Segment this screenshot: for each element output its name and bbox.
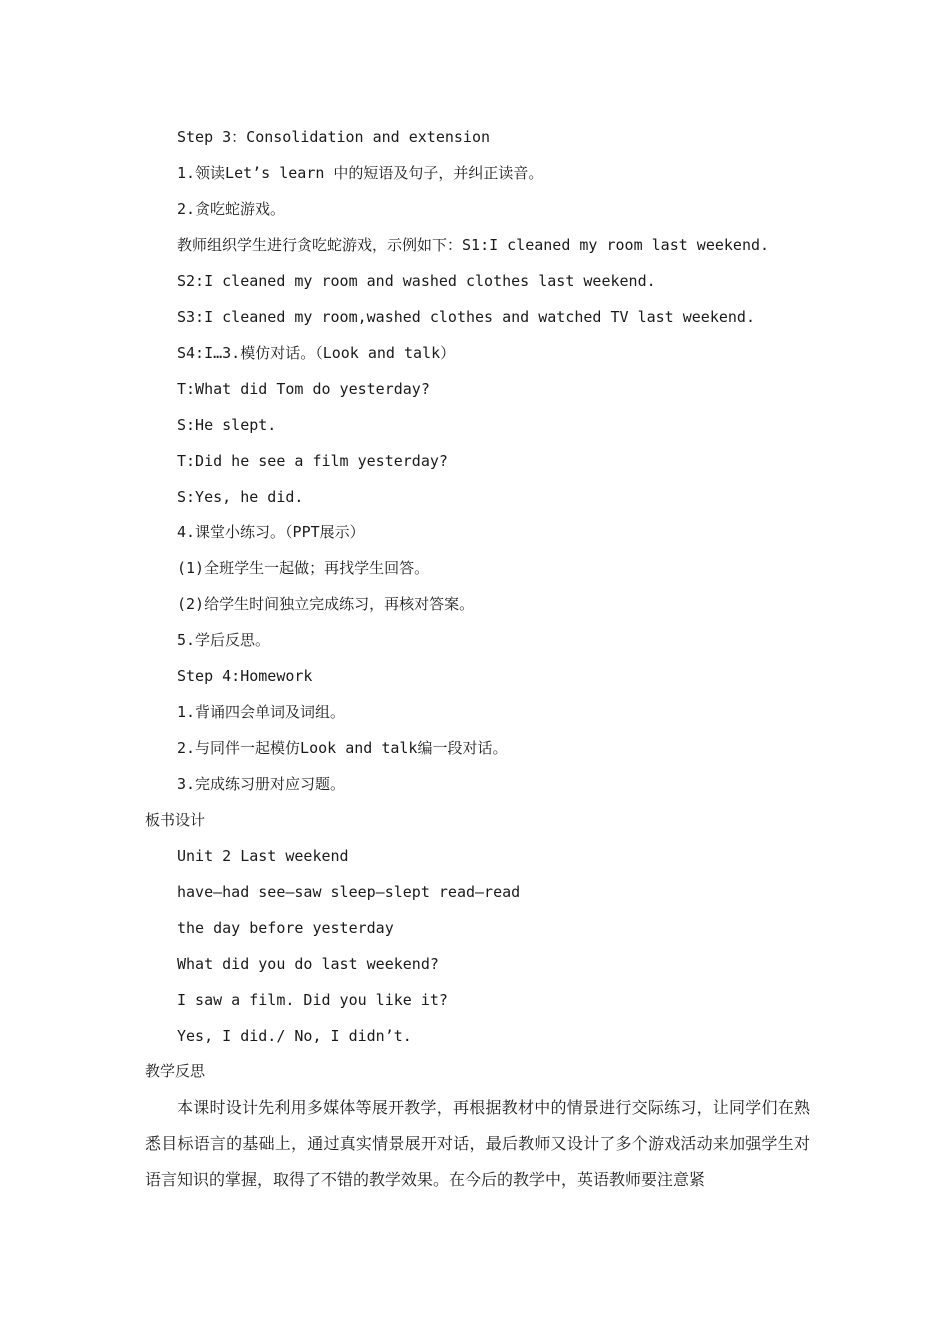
step4-heading: Step 4:Homework [177,667,313,685]
text-line: 1.背诵四会单词及词组。 [177,703,346,721]
text-line: S:Yes, he did. [177,488,304,506]
board-line: What did you do last weekend? [177,955,439,973]
text-line: S:He slept. [177,416,277,434]
text-line: S2:I cleaned my room and washed clothes last weekend. [177,272,656,290]
text-line: (2)给学生时间独立完成练习，再核对答案。 [177,595,475,613]
board-line: Yes, I did./ No, I didn’t. [177,1027,412,1045]
text-line: 教师组织学生进行贪吃蛇游戏，示例如下：S1:I cleaned my room last weekend. [177,236,770,254]
section-heading-board-design: 板书设计 [145,811,206,829]
text-line: T:What did Tom do yesterday? [177,380,430,398]
step3-heading: Step 3：Consolidation and extension [177,128,491,146]
reflection-paragraph: 本课时设计先利用多媒体等展开教学，再根据教材中的情景进行交际练习，让同学们在熟悉目标语言的基础上，通过真实情景展开对话，最后教师又设计了多个游戏活动来加强学生对语言知识的掌握，取得了不错的教学效果。在今后的教学中，英语教师要注意紧 [145,1098,810,1189]
board-line: I saw a film. Did you like it? [177,991,448,1009]
section-heading-reflection: 教学反思 [145,1062,206,1080]
board-line: the day before yesterday [177,919,394,937]
text-line: (1)全班学生一起做；再找学生回答。 [177,559,430,577]
text-line: S3:I cleaned my room,washed clothes and watched TV last weekend. [177,308,755,326]
text-line: 2.与同伴一起模仿Look and talk编一段对话。 [177,739,508,757]
board-line: Unit 2 Last weekend [177,847,349,865]
text-line: 2.贪吃蛇游戏。 [177,200,286,218]
text-line: T:Did he see a film yesterday? [177,452,448,470]
text-line: 3.完成练习册对应习题。 [177,775,346,793]
board-line: have—had see—saw sleep—slept read—read [177,883,521,901]
text-line: 1.领读Let’s learn 中的短语及句子，并纠正读音。 [177,164,544,182]
text-line: 4.课堂小练习。（PPT展示） [177,523,365,541]
text-line: S4:I…3.模仿对话。（Look and talk） [177,344,456,362]
text-line: 5.学后反思。 [177,631,271,649]
